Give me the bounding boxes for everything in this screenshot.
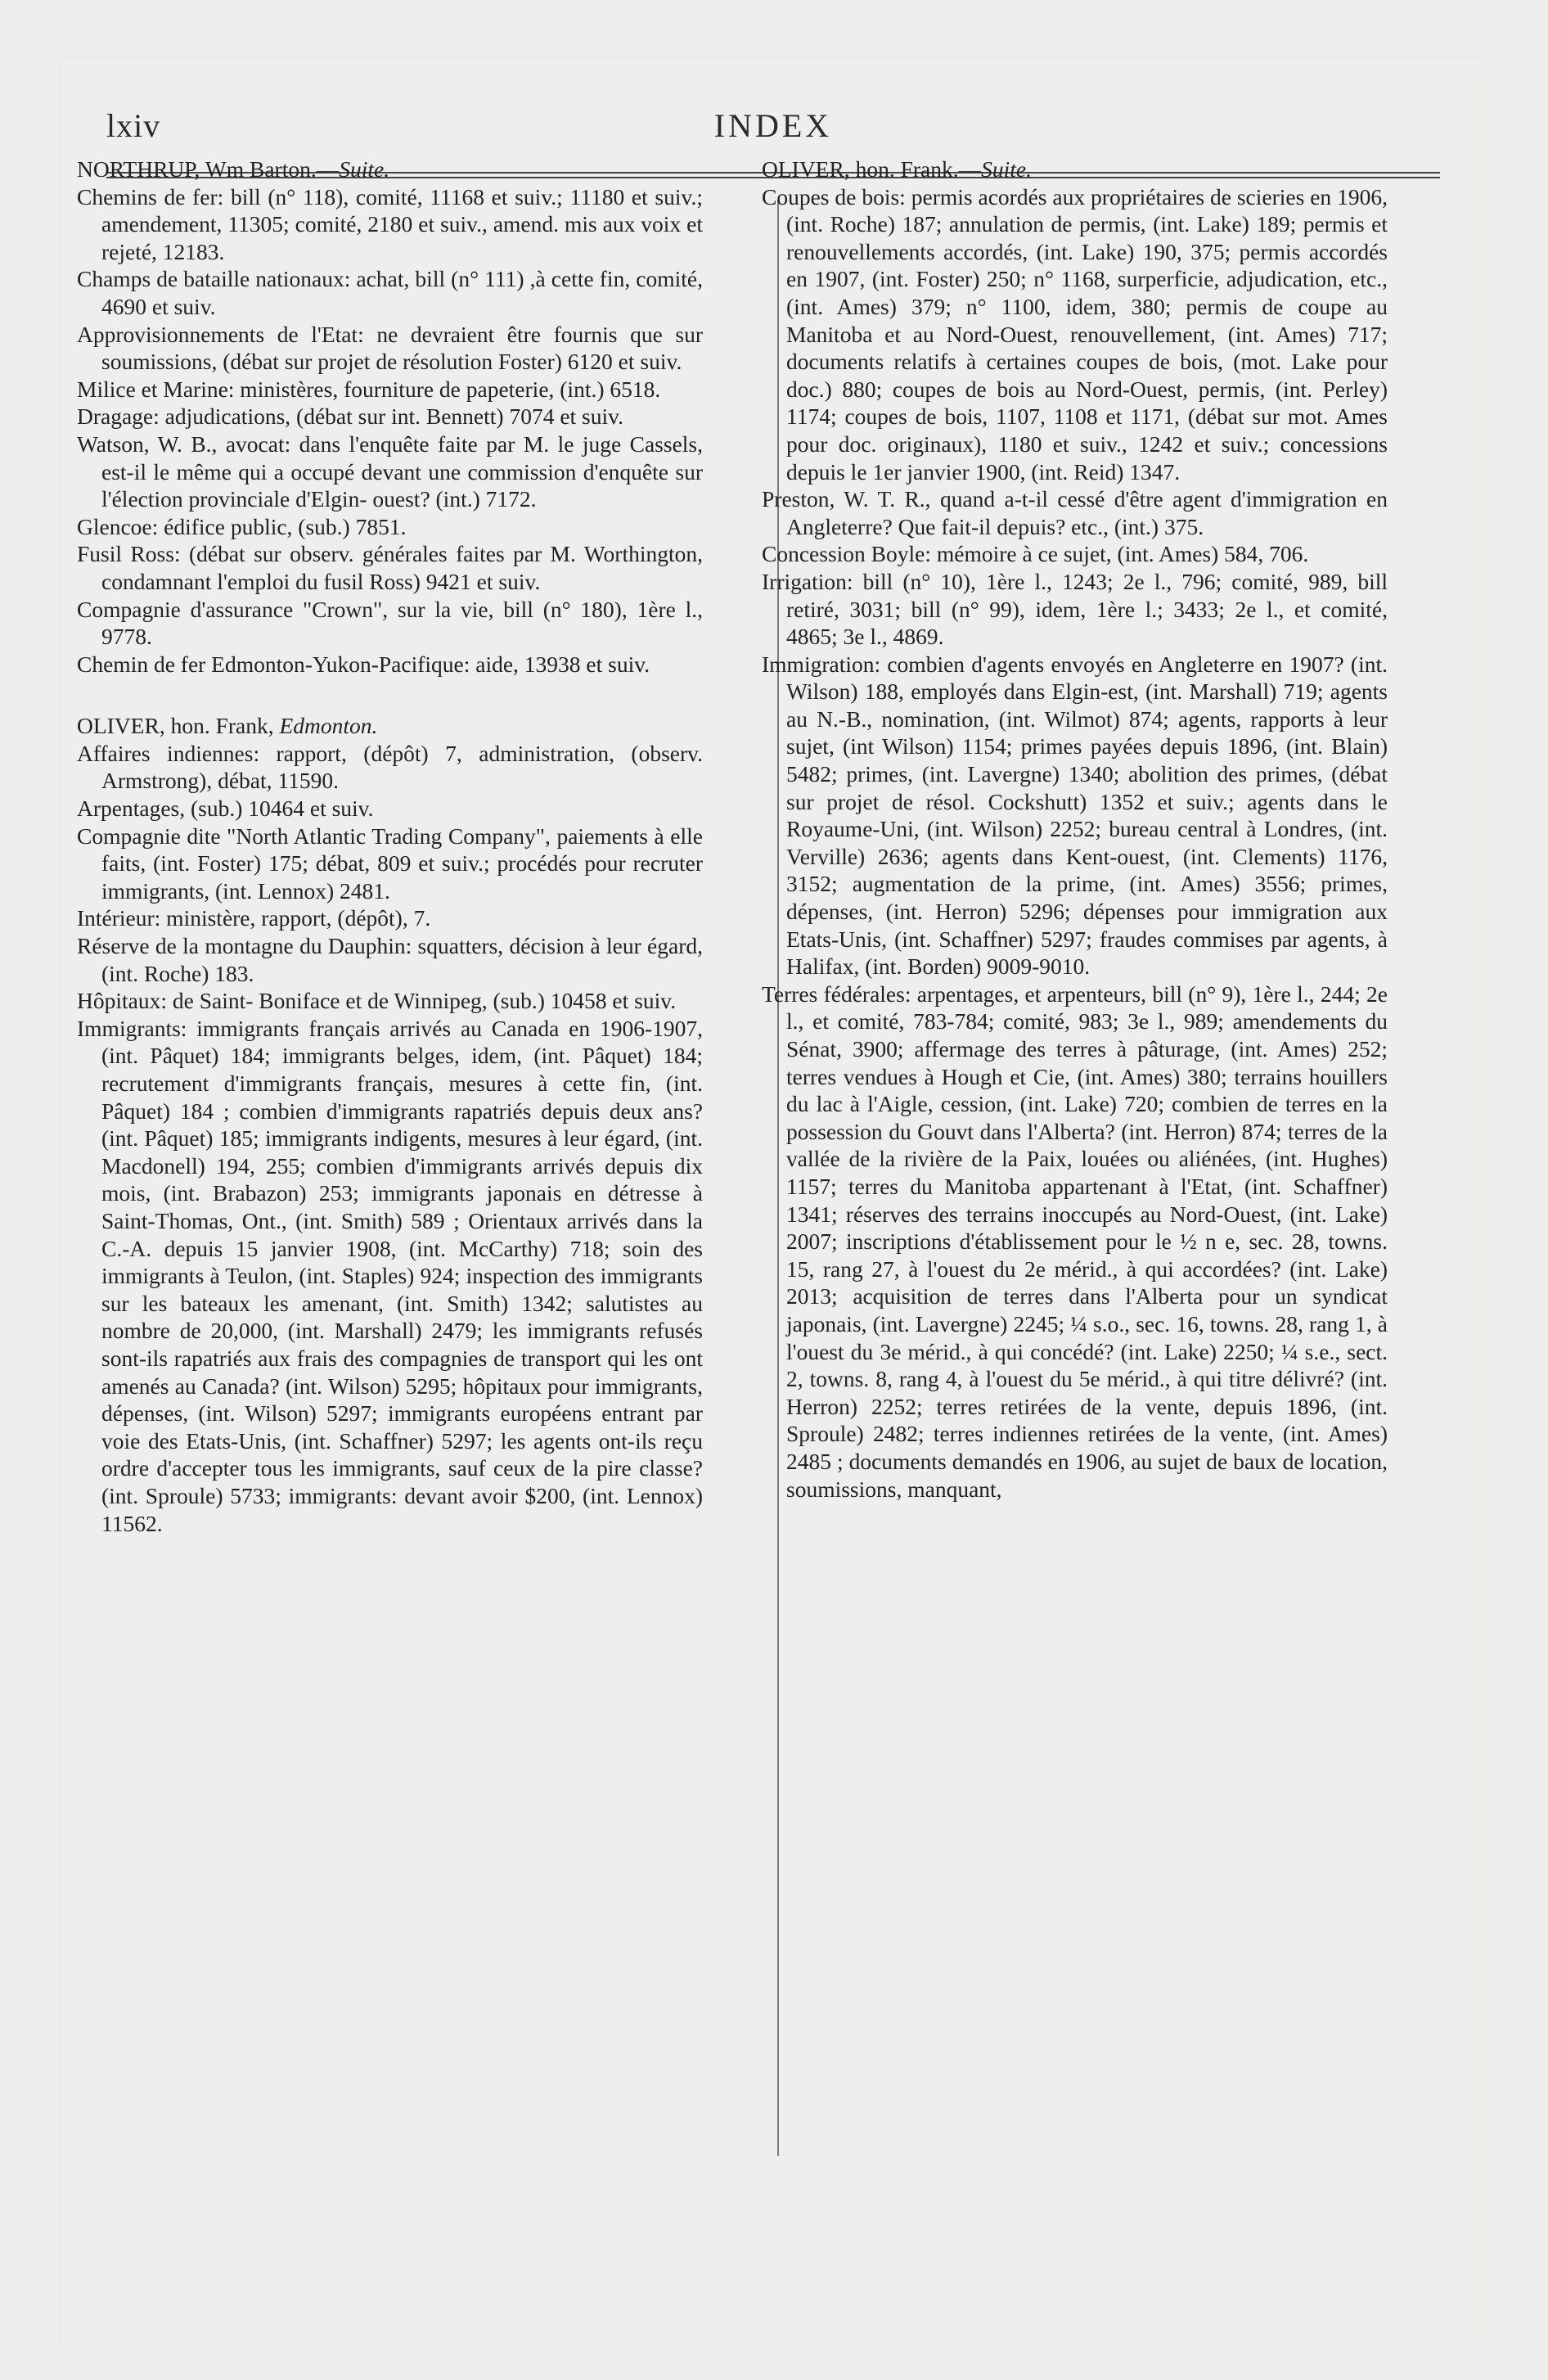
index-item: Compagnie dite "North Atlantic Trading Company", paiements à elle faits, (int. Foster) 175; débat, 809 et suiv.; procédés pour recruter immigrants, (int. Lennox) 2481. xyxy=(77,823,703,904)
index-item: Coupes de bois: permis acordés aux propriétaires de scieries en 1906, (int. Roche) 187; annulation de permis, (int. Lake) 189; permis et renouvellements accordés, (int. Lake) 190, 375; permis accordés en 1907, (int. Foster) 250; n° 1168, surperficie, adjudication, etc., (int. Ames) 379; n° 1100, idem, 380; permis de coupe au Manitoba et au Nord-Ouest, renouvellement, (int. Ames) 717; documents relatifs à certaines coupes de bois, (mot. Lake pour doc.) 880; coupes de bois au Nord-Ouest, permis, (int. Perley) 1174; coupes de bois, 1107, 1108 et 1171, (débat sur mot. Ames pour doc. originaux), 1180 et suiv., 1242 et suiv.; concessions depuis le 1er janvier 1900, (int. Reid) 1347. xyxy=(762,183,1388,485)
page-number: lxiv xyxy=(106,107,161,144)
index-item: Intérieur: ministère, rapport, (dépôt), 7. xyxy=(77,905,431,931)
index-item: Affaires indiennes: rapport, (dépôt) 7, administration, (observ. Armstrong), débat, 11590. xyxy=(77,740,703,794)
index-item: Immigrants: immigrants français arrivés au Canada en 1906-1907, (int. Pâquet) 184; immigrants belges, idem, (int. Pâquet) 184; recrutement d'immigrants français, mesures à cette fin, (int. Pâquet) 184 ; combien d'immigrants rapatriés depuis deux ans? (int. Pâquet) 185; immigrants indigents, mesures à leur égard, (int. Macdonell) 194, 255; combien d'immigrants arrivés depuis dix mois, (int. Brabazon) 253; immigrants japonais en détresse à Saint-Thomas, Ont., (int. Smith) 589 ; Orientaux arrivés dans la C.-A. depuis 15 janvier 1908, (int. McCarthy) 718; soin des immigrants à Teulon, (int. Staples) 924; inspection des immigrants sur les bateaux les amenant, (int. Smith) 1342; salutistes au nombre de 20,000, (int. Marshall) 2479; les immigrants refusés sont-ils rapatriés aux frais des compagnies de transport qui les ont amenés au Canada? (int. Wilson) 5295; hôpitaux pour immigrants, dépenses, (int. Wilson) 5297; immigrants européens entrant par voie des Etats-Unis, (int. Schaffner) 5297; les agents ont-ils reçu ordre d'accepter tous les immigrants, sauf ceux de la pire classe? (int. Sproule) 5733; immigrants: devant avoir $200, (int. Lennox) 11562. xyxy=(77,1015,703,1536)
entry-suffix: Suite. xyxy=(981,156,1032,182)
index-item: Arpentages, (sub.) 10464 et suiv. xyxy=(77,796,374,822)
index-item: Irrigation: bill (n° 10), 1ère l., 1243; 2e l., 796; comité, 989, bill retiré, 3031; bill (n° 99), idem, 1ère l.; 3433; 2e l., et comité, 4865; 3e l., 4869. xyxy=(762,568,1388,650)
entry-heading xyxy=(77,712,703,740)
index-entry-oliver xyxy=(77,712,703,1537)
entry-suffix: Edmonton. xyxy=(279,713,378,739)
index-item: Compagnie d'assurance "Crown", sur la vie, bill (n° 180), 1ère l., 9778. xyxy=(77,596,703,650)
index-entry-oliver-suite xyxy=(762,156,1388,1503)
index-item: Concession Boyle: mémoire à ce sujet, (int. Ames) 584, 706. xyxy=(762,541,1309,567)
index-item: Champs de bataille nationaux: achat, bill (n° 111) ,à cette fin, comité, 4690 et suiv. xyxy=(77,266,703,319)
index-item: Watson, W. B., avocat: dans l'enquête faite par M. le juge Cassels, est-il le même qui a occupé devant une commission d'enquête sur l'élection provinciale d'Elgin- ouest? (int.) 7172. xyxy=(77,430,703,512)
entry-name: OLIVER, hon. Frank, xyxy=(77,713,280,739)
left-column xyxy=(77,156,703,1537)
entry-heading xyxy=(77,156,703,183)
index-item: Réserve de la montagne du Dauphin: squatters, décision à leur égard, (int. Roche) 183. xyxy=(77,933,703,986)
entry-name: NORTHRUP, Wm Barton.— xyxy=(77,156,340,182)
entry-heading xyxy=(762,156,1388,183)
index-entry-northrup xyxy=(77,156,703,678)
index-item: Milice et Marine: ministères, fourniture de papeterie, (int.) 6518. xyxy=(77,376,661,402)
page-title: INDEX xyxy=(713,107,833,144)
index-item: Dragage: adjudications, (débat sur int. Bennett) 7074 et suiv. xyxy=(77,403,623,430)
index-item: Fusil Ross: (débat sur observ. générales faites par M. Worthington, condamnant l'emploi du fusil Ross) 9421 et suiv. xyxy=(77,541,703,594)
entry-suffix: Suite. xyxy=(339,156,390,182)
index-item: Chemin de fer Edmonton-Yukon-Pacifique: aide, 13938 et suiv. xyxy=(77,651,650,677)
index-item: Immigration: combien d'agents envoyés en Angleterre en 1907? (int. Wilson) 188, employés dans Elgin-est, (int. Marshall) 719; agents au N.-B., nomination, (int. Wilmot) 874; agents, rapports à leur sujet, (int Wilson) 1154; primes payées depuis 1896, (int. Blain) 5482; primes, (int. Lavergne) 1340; abolition des primes, (débat sur projet de résol. Cockshutt) 1352 et suiv.; agents dans le Royaume-Uni, (int. Wilson) 2252; bureau central à Londres, (int. Verville) 2636; agents dans Kent-ouest, (int. Clements) 1176, 3152; augmentation de la prime, (int. Ames) 3556; primes, dépenses, (int. Herron) 5296; dépenses pour immigration aux Etats-Unis, (int. Schaffner) 5297; fraudes commises par agents, à Halifax, (int. Borden) 9009-9010. xyxy=(762,651,1388,980)
entry-gap xyxy=(77,678,703,712)
page-header xyxy=(106,106,1440,156)
index-item: Terres fédérales: arpentages, et arpenteurs, bill (n° 9), 1ère l., 244; 2e l., et comité, 783-784; comité, 983; 3e l., 989; amendements du Sénat, 3900; affermage des terres à pâturage, (int. Ames) 252; terres vendues à Hough et Cie, (int. Ames) 380; terrains houillers du lac à l'Aigle, cession, (int. Lake) 720; combien de terres en la possession du Gouvt dans l'Alberta? (int. Herron) 874; terres de la vallée de la rivière de la Paix, louées ou aliénées, (int. Hughes) 1157; terres du Manitoba appartenant à l'Etat, (int. Schaffner) 1341; réserves des terrains inoccupés au Nord-Ouest, (int. Lake) 2007; inscriptions d'établissement pour le ½ n e, sec. 28, towns. 15, rang 27, à l'ouest du 2e mérid., à qui accordées? (int. Lake) 2013; acquisition de terres dans l'Alberta pour un syndicat japonais, (int. Lavergne) 2245; ¼ s.o., sec. 16, towns. 28, rang 1, à l'ouest du 3e mérid., à qui concédé? (int. Lake) 2250; ¼ s.e., sect. 2, towns. 8, rang 4, à l'ouest du 5e mérid., à qui titre délivré? (int. Herron) 2252; terres retirées de la vente, depuis 1896, (int. Sproule) 2482; terres indiennes retirées de la vente, (int. Ames) 2485 ; documents demandés en 1906, au sujet de baux de location, soumissions, manquant, xyxy=(762,980,1388,1502)
index-item: Glencoe: édifice public, (sub.) 7851. xyxy=(77,513,407,539)
entry-name: OLIVER, hon. Frank.— xyxy=(762,156,982,182)
index-item: Chemins de fer: bill (n° 118), comité, 11168 et suiv.; 11180 et suiv.; amendement, 11305; comité, 2180 et suiv., amend. mis aux voix et rejeté, 12183. xyxy=(77,183,703,264)
index-item: Approvisionnements de l'Etat: ne devraient être fournis que sur soumissions, (débat sur projet de résolution Foster) 6120 et suiv. xyxy=(77,321,703,375)
index-item: Hôpitaux: de Saint- Boniface et de Winnipeg, (sub.) 10458 et suiv. xyxy=(77,988,677,1014)
right-column xyxy=(762,156,1388,1503)
index-item: Preston, W. T. R., quand a-t-il cessé d'être agent d'immigration en Angleterre? Que fait-il depuis? etc., (int.) 375. xyxy=(762,486,1388,539)
